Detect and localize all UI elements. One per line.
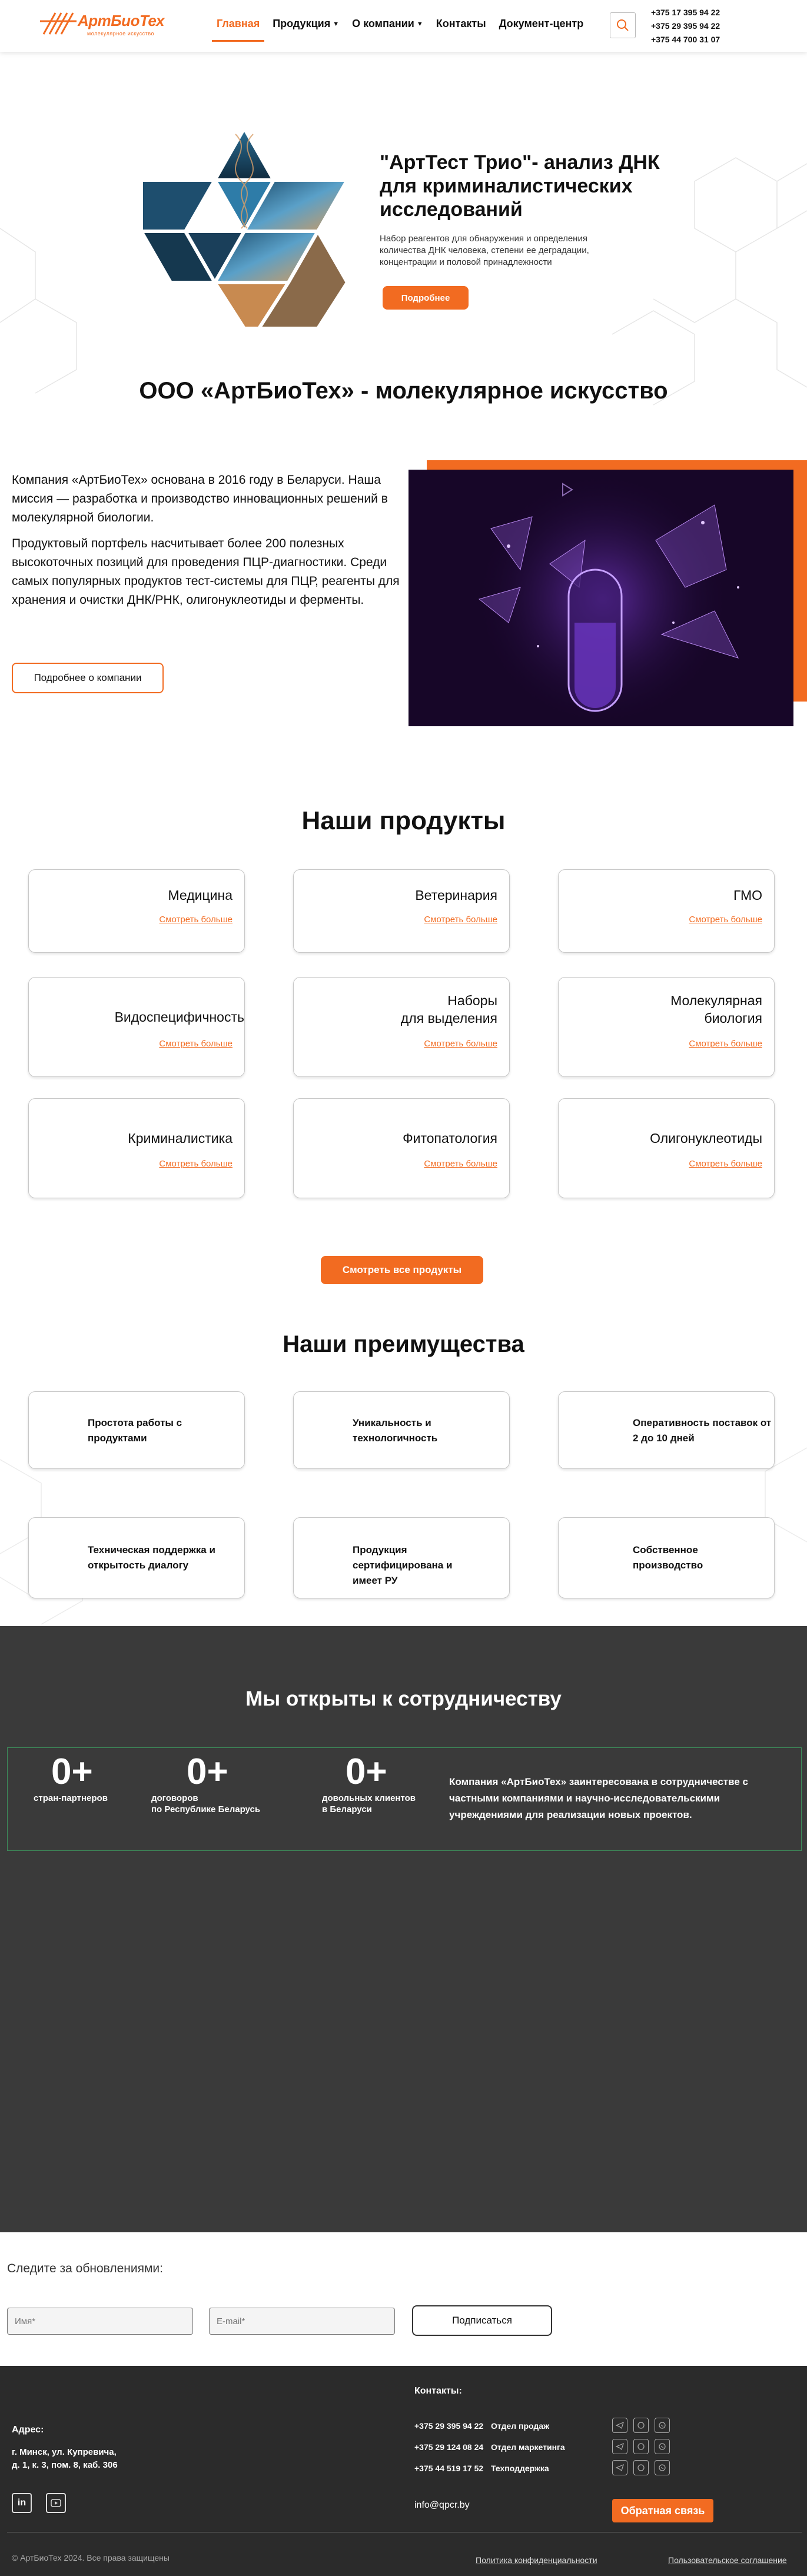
- telegram-icon[interactable]: [612, 2418, 627, 2433]
- product-card-molecular[interactable]: [558, 977, 775, 1077]
- hero-background-pattern: [0, 52, 807, 411]
- cooperation-section: [0, 1626, 807, 2232]
- contact-row: [414, 2442, 565, 2452]
- product-card-gmo[interactable]: [558, 869, 775, 953]
- whatsapp-icon[interactable]: [655, 2418, 670, 2433]
- stat-label: довольных клиентов в Беларуси: [322, 1793, 416, 1814]
- whatsapp-icon[interactable]: [655, 2439, 670, 2454]
- subscribe-button[interactable]: Подписаться: [412, 2305, 552, 2336]
- advantage-text: Простота работы с продуктами: [88, 1417, 182, 1444]
- all-products-button[interactable]: Смотреть все продукты: [321, 1256, 483, 1284]
- privacy-policy-link[interactable]: Политика конфиденциальности: [476, 2555, 597, 2565]
- product-card-title: Наборы для выделения: [400, 993, 497, 1026]
- nav-contacts[interactable]: Контакты: [436, 18, 486, 29]
- about-text: [12, 471, 400, 617]
- advantage-card: [293, 1391, 510, 1469]
- product-card-title: Фитопатология: [403, 1131, 497, 1146]
- about-more-button[interactable]: Подробнее о компании: [12, 663, 164, 693]
- contact-phone[interactable]: +375 29 395 94 22: [414, 2421, 484, 2431]
- nav-about[interactable]: О компании ▼: [352, 18, 423, 29]
- contacts-label: Контакты:: [414, 2386, 462, 2396]
- product-card-title: Ветеринария: [415, 888, 497, 903]
- about-paragraph: Продуктовый портфель насчитывает более 200 полезных высокоточных позиций для проведения ПЦР-диагностики. Среди самых популярных продуктов тест-системы для ПЦР, реагенты для хранения и очистки ДНК/РНК, олигонуклеотиды и ферменты.: [12, 537, 400, 607]
- logo[interactable]: [40, 9, 164, 38]
- advantage-card: [558, 1391, 775, 1469]
- stat-value: 0+: [187, 1751, 228, 1792]
- product-card-forensics[interactable]: [28, 1098, 245, 1198]
- user-agreement-link[interactable]: Пользовательское соглашение: [668, 2555, 787, 2565]
- products-title: Наши продукты: [301, 806, 506, 835]
- chevron-down-icon: ▼: [333, 20, 340, 28]
- telegram-icon[interactable]: [612, 2460, 627, 2475]
- stat-label: стран-партнеров: [34, 1793, 108, 1803]
- product-card-title: Молекулярная биология: [670, 993, 762, 1026]
- cooperation-title: Мы открыты к сотрудничеству: [245, 1687, 562, 1710]
- address-label: Адрес:: [12, 2425, 44, 2435]
- stat-contracts: [151, 1751, 260, 1815]
- youtube-icon[interactable]: [46, 2493, 66, 2513]
- logo-text: АртБиоТех: [78, 12, 164, 29]
- whatsapp-icon[interactable]: [655, 2460, 670, 2475]
- messenger-icons: [612, 2460, 670, 2475]
- stat-value: 0+: [346, 1751, 387, 1792]
- main-nav: [217, 18, 596, 30]
- contact-dept: Отдел продаж: [491, 2421, 549, 2431]
- subscribe-title: Следите за обновлениями:: [7, 2262, 163, 2275]
- subscribe-email-input[interactable]: [209, 2308, 395, 2335]
- product-card-title: Криминалистика: [128, 1131, 233, 1146]
- product-card-link[interactable]: Смотреть больше: [159, 915, 233, 925]
- product-card-link[interactable]: Смотреть больше: [689, 1159, 762, 1169]
- logo-mark-icon: [40, 11, 78, 36]
- viber-icon[interactable]: [633, 2439, 649, 2454]
- address-text: г. Минск, ул. Купревича, д. 1, к. 3, пом. 8, каб. 306: [12, 2447, 118, 2470]
- product-card-link[interactable]: Смотреть больше: [689, 915, 762, 925]
- cooperation-stats-box: [7, 1747, 802, 1851]
- advantage-card: [28, 1517, 245, 1598]
- hero-title: "АртТест Трио"- анализ ДНК для криминалистических исследований: [380, 151, 660, 221]
- test-tube-illustration: [409, 470, 793, 726]
- about-title: ООО «АртБиоТех» - молекулярное искусство: [139, 378, 668, 404]
- search-icon: [616, 19, 629, 32]
- site-footer: [0, 2366, 807, 2576]
- product-card-title: ГМО: [733, 888, 762, 903]
- product-card-extraction[interactable]: [293, 977, 510, 1077]
- contact-phone[interactable]: +375 44 519 17 52: [414, 2464, 484, 2473]
- product-card-link[interactable]: Смотреть больше: [159, 1039, 233, 1049]
- advantage-text: Продукция сертифицирована и имеет РУ: [353, 1544, 453, 1586]
- cooperation-text: Компания «АртБиоТех» заинтересована в сотрудничестве с частными компаниями и научно-исследовательскими учреждениями для реализации новых проектов.: [449, 1776, 748, 1820]
- product-card-link[interactable]: Смотреть больше: [159, 1159, 233, 1169]
- product-card-link[interactable]: Смотреть больше: [424, 915, 497, 925]
- advantage-text: Оперативность поставок от 2 до 10 дней: [633, 1417, 772, 1444]
- stat-value: 0+: [51, 1751, 93, 1792]
- phone-link[interactable]: +375 29 395 94 22: [651, 21, 720, 31]
- search-button[interactable]: [610, 12, 636, 38]
- telegram-icon[interactable]: [612, 2439, 627, 2454]
- about-lab-image: [409, 470, 793, 726]
- product-card-link[interactable]: Смотреть больше: [424, 1039, 497, 1049]
- linkedin-icon[interactable]: in: [12, 2493, 32, 2513]
- phone-link[interactable]: +375 17 395 94 22: [651, 8, 720, 17]
- product-card-species[interactable]: [28, 977, 245, 1077]
- contact-dept: Техподдержка: [491, 2464, 549, 2473]
- nav-products[interactable]: Продукция ▼: [273, 18, 340, 29]
- advantage-card: [293, 1517, 510, 1598]
- stat-partners: [34, 1751, 108, 1804]
- hero-section: [0, 52, 807, 411]
- product-card-phytopathology[interactable]: [293, 1098, 510, 1198]
- logo-tagline: молекулярное искусство: [87, 31, 154, 36]
- viber-icon[interactable]: [633, 2418, 649, 2433]
- advantage-text: Собственное производство: [633, 1544, 703, 1571]
- product-card-title: Олигонуклеотиды: [650, 1131, 762, 1146]
- footer-email-link[interactable]: info@qpcr.by: [414, 2500, 470, 2510]
- product-card-medicine[interactable]: [28, 869, 245, 953]
- stat-label: договоров по Республике Беларусь: [151, 1793, 261, 1814]
- chevron-down-icon: ▼: [416, 20, 423, 28]
- product-card-title: Видоспецифичность: [114, 1009, 244, 1025]
- product-card-link[interactable]: Смотреть больше: [689, 1039, 762, 1049]
- header-phones: [651, 6, 720, 46]
- advantage-card: [558, 1517, 775, 1598]
- contact-row: [414, 2464, 549, 2473]
- contact-row: [414, 2421, 549, 2431]
- callback-button[interactable]: Обратная связь: [612, 2499, 713, 2522]
- product-card-veterinary[interactable]: [293, 869, 510, 953]
- product-card-oligonucleotides[interactable]: [558, 1098, 775, 1198]
- advantages-title: Наши преимущества: [283, 1331, 524, 1357]
- stat-clients: [322, 1751, 416, 1815]
- phone-link[interactable]: +375 44 700 31 07: [651, 35, 720, 44]
- viber-icon[interactable]: [633, 2460, 649, 2475]
- product-card-link[interactable]: Смотреть больше: [424, 1159, 497, 1169]
- nav-documents[interactable]: Документ-центр: [499, 18, 584, 29]
- about-paragraph: Компания «АртБиоТех» основана в 2016 году в Беларуси. Наша миссия — разработка и производство инновационных решений в молекулярной биологии.: [12, 473, 388, 524]
- hero-dna-image: [141, 128, 347, 328]
- hero-description: Набор реагентов для обнаружения и определения количества ДНК человека, степени ее деградации, концентрации и половой принадлежности: [380, 234, 589, 267]
- advantage-text: Техническая поддержка и открытость диалогу: [88, 1544, 215, 1571]
- contact-dept: Отдел маркетинга: [491, 2442, 565, 2452]
- hero-more-button[interactable]: Подробнее: [383, 286, 469, 310]
- subscribe-name-input[interactable]: [7, 2308, 193, 2335]
- copyright-text: © АртБиоТех 2024. Все права защищены: [12, 2553, 170, 2562]
- nav-home[interactable]: Главная: [217, 18, 260, 29]
- site-header: [0, 0, 807, 52]
- product-card-title: Медицина: [168, 888, 233, 903]
- advantage-text: Уникальность и технологичность: [353, 1417, 438, 1444]
- messenger-icons: [612, 2418, 670, 2433]
- messenger-icons: [612, 2439, 670, 2454]
- contact-phone[interactable]: +375 29 124 08 24: [414, 2442, 484, 2452]
- advantage-card: [28, 1391, 245, 1469]
